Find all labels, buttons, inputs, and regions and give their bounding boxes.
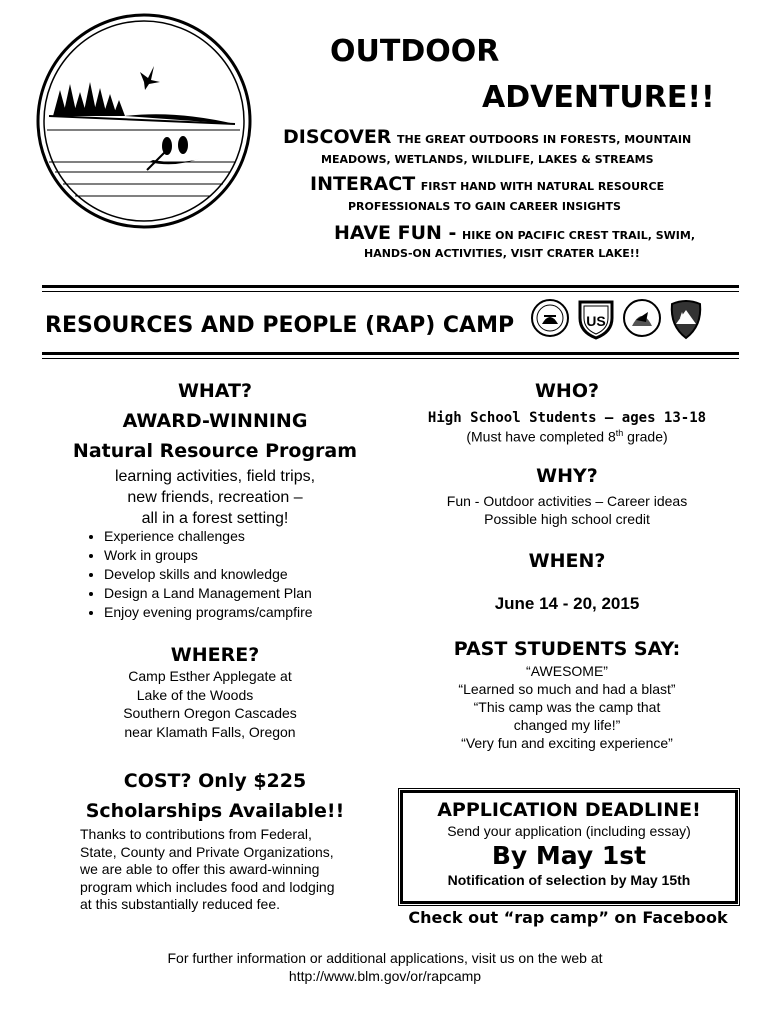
who-line1: High School Students – ages 13-18 xyxy=(427,410,707,426)
list-item: • Develop skills and knowledge xyxy=(104,565,404,584)
what-heading: WHAT? xyxy=(177,380,253,402)
cost-heading: COST? Only $225 xyxy=(123,770,307,792)
what-desc3: all in a forest setting! xyxy=(141,510,289,527)
title-line-1: OUTDOOR xyxy=(330,34,500,69)
where-line: Southern Oregon Cascades xyxy=(123,705,297,721)
footer-line1: For further information or additional applications, visit us on the web at xyxy=(167,950,603,966)
list-item: • Experience challenges xyxy=(104,527,404,546)
cost-description xyxy=(80,826,380,914)
list-item: • Design a Land Management Plan xyxy=(104,584,404,603)
what-desc1: learning activities, field trips, xyxy=(114,468,316,485)
where-line: near Klamath Falls, Oregon xyxy=(124,723,296,740)
interact-word: INTERACT xyxy=(310,173,416,195)
deadline-line1: Send your application (including essay) xyxy=(447,823,691,839)
why-line2: Possible high school credit xyxy=(484,511,650,527)
what-sub1: AWARD-WINNING xyxy=(122,410,308,432)
list-item: • Enjoy evening programs/campfire xyxy=(104,603,404,622)
past-heading: PAST STUDENTS SAY: xyxy=(453,638,681,660)
havefun-text-2: HANDS-ON ACTIVITIES, VISIT CRATER LAKE!! xyxy=(364,247,640,260)
interact-line xyxy=(310,173,664,195)
what-description xyxy=(80,466,350,529)
where-block xyxy=(100,667,320,741)
cost-line: State, County and Private Organizations, xyxy=(80,843,334,860)
divider-top-thin xyxy=(42,291,739,292)
deadline-box xyxy=(398,788,740,906)
divider-mid-thin xyxy=(42,358,739,359)
fish-wildlife-seal-icon xyxy=(622,296,662,340)
footer-url[interactable]: http://www.blm.gov/or/rapcamp xyxy=(288,968,482,984)
discover-text-2: MEADOWS, WETLANDS, WILDLIFE, LAKES & STREAMS xyxy=(321,153,654,166)
havefun-text-1: HIKE ON PACIFIC CREST TRAIL, SWIM, xyxy=(462,229,695,242)
deadline-date: By May 1st xyxy=(491,841,647,870)
who-line2-post: grade) xyxy=(623,428,668,445)
who-heading: WHO? xyxy=(534,380,600,402)
cost-line: Thanks to contributions from Federal, xyxy=(80,826,312,842)
camp-title: RESOURCES AND PEOPLE (RAP) CAMP xyxy=(45,313,515,338)
where-heading: WHERE? xyxy=(170,644,260,666)
quote-line: “This camp was the camp that xyxy=(473,699,661,715)
divider-top xyxy=(42,285,739,288)
discover-text-1: THE GREAT OUTDOORS IN FORESTS, MOUNTAIN xyxy=(397,133,692,146)
why-line1: Fun - Outdoor activities – Career ideas xyxy=(446,493,688,509)
havefun-line xyxy=(334,222,695,244)
svg-text:US: US xyxy=(586,313,606,329)
cost-line: we are able to offer this award-winning xyxy=(80,861,320,877)
quote-line: “Very fun and exciting experience” xyxy=(461,735,673,751)
deadline-line2: Notification of selection by May 15th xyxy=(447,872,691,888)
title-line-2: ADVENTURE!! xyxy=(482,80,715,115)
where-line: Camp Esther Applegate at xyxy=(128,668,292,684)
list-item: • Work in groups xyxy=(104,546,404,565)
why-heading: WHY? xyxy=(536,465,598,487)
interact-text-1: FIRST HAND WITH NATURAL RESOURCE xyxy=(420,180,665,193)
cost-line: program which includes food and lodging xyxy=(80,878,335,895)
cost-line: at this substantially reduced fee. xyxy=(80,896,281,912)
blm-seal-icon xyxy=(530,296,570,340)
discover-line xyxy=(283,126,691,148)
interact-text-2: PROFESSIONALS TO GAIN CAREER INSIGHTS xyxy=(348,200,621,213)
canoe-lake-logo xyxy=(35,12,253,230)
quote-line: “AWESOME” xyxy=(526,663,608,679)
quote-line: “Learned so much and had a blast” xyxy=(458,681,676,697)
what-desc2: new friends, recreation – xyxy=(127,489,303,506)
past-quotes xyxy=(410,662,724,752)
deadline-heading: APPLICATION DEADLINE! xyxy=(437,799,701,821)
what-sub2: Natural Resource Program xyxy=(72,440,358,462)
forest-service-shield-icon xyxy=(576,296,616,340)
park-service-arrowhead-icon xyxy=(666,296,706,340)
who-line2-sup: th xyxy=(615,428,624,438)
what-bullet-list xyxy=(80,527,404,622)
cost-scholarships: Scholarships Available!! xyxy=(85,800,345,822)
divider-mid xyxy=(42,352,739,355)
havefun-word: HAVE FUN - xyxy=(334,222,457,244)
who-line2 xyxy=(410,428,724,445)
quote-line: changed my life!” xyxy=(513,717,621,733)
when-date: June 14 - 20, 2015 xyxy=(494,594,640,613)
when-heading: WHEN? xyxy=(528,550,606,572)
who-line2-text: (Must have completed 8 xyxy=(466,428,616,445)
facebook-link[interactable]: Check out “rap camp” on Facebook xyxy=(408,908,728,927)
discover-word: DISCOVER xyxy=(283,126,392,148)
where-line: Lake of the Woods xyxy=(136,686,254,703)
